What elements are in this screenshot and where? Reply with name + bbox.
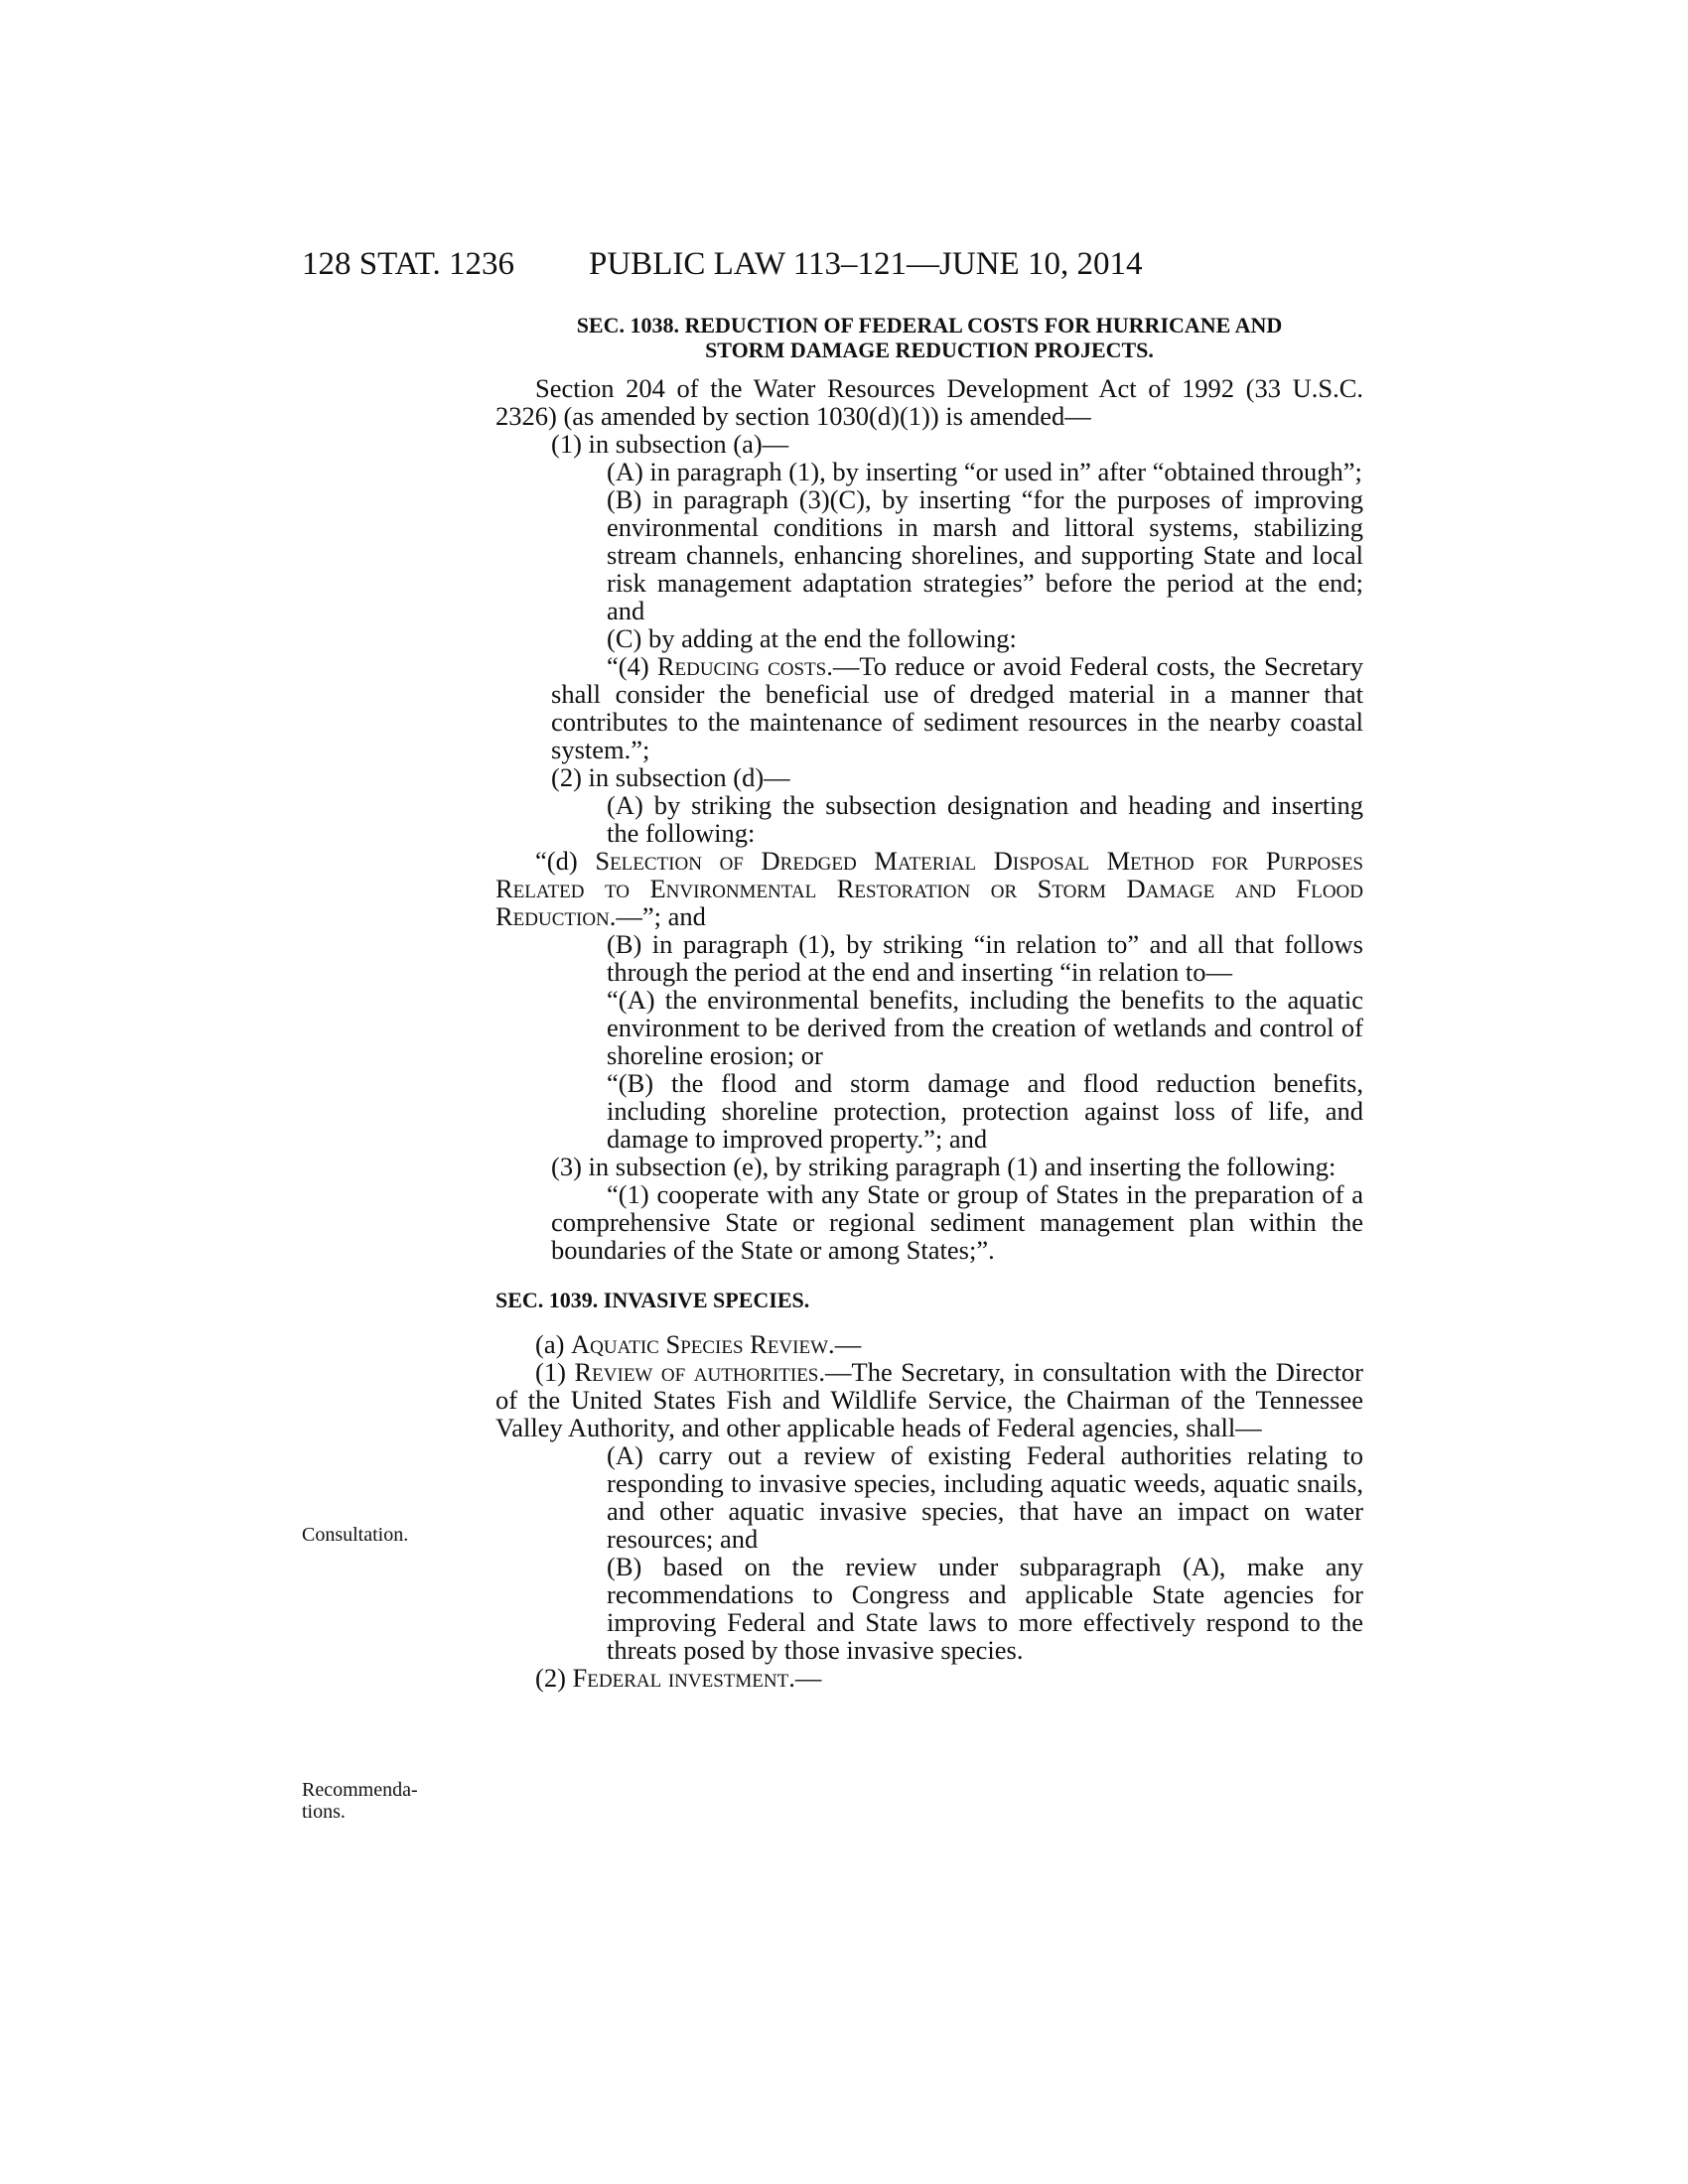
para-text: —The Secretary, in consultation with the Director of the United States Fish and Wildlife Service, the Chairman of the Tennessee Valley Authority, and other applicable heads of Federal agencies, shall— xyxy=(495,1357,1364,1442)
margin-note-consultation: Consultation. xyxy=(302,1524,409,1546)
paragraph-3: (3) in subsection (e), by striking paragraph (1) and inserting the following: xyxy=(551,1152,1336,1181)
paragraph-2B: (B) in paragraph (1), by striking “in relation to” and all that follows through the period at the end and inserting “in relation to— xyxy=(607,929,1363,987)
law-text-body xyxy=(495,313,1363,1692)
paragraph-a1A: (A) carry out a review of existing Federal authorities relating to responding to invasive species, including aquatic weeds, aquatic snails, and other aquatic invasive species, that have an impact on water resources; and xyxy=(607,1440,1363,1554)
margin-note-recommendations xyxy=(302,1779,451,1823)
para-caption: Federal investment. xyxy=(572,1663,795,1693)
para-lead: (1) xyxy=(535,1357,575,1387)
para-text: — xyxy=(834,1329,862,1359)
section-1039-heading: SEC. 1039. INVASIVE SPECIES. xyxy=(495,1288,810,1312)
para-lead: (a) xyxy=(535,1329,572,1359)
paragraph-a1-review xyxy=(495,1358,1363,1441)
paragraph-4-reducing-costs xyxy=(495,652,1363,763)
para-text: —To reduce or avoid Federal costs, the Secretary shall consider the beneficial use of dredged material in a manner that contributes to the maintenance of sediment resources in the nearby coastal system.”; xyxy=(551,651,1363,764)
paragraph-1B: (B) in paragraph (3)(C), by inserting “for the purposes of improving environmental conditions in marsh and littoral systems, stabilizing stream channels, enhancing shorelines, and supporting State and local risk management adaptation strategies” before the period at the end; and xyxy=(607,484,1363,625)
margin-note-line: Recommenda- xyxy=(302,1779,418,1801)
para-text: — xyxy=(794,1663,822,1693)
para-lead: “(d) xyxy=(535,846,596,876)
paragraph-2: (2) in subsection (d)— xyxy=(551,762,790,792)
margin-note-line: tions. xyxy=(302,1801,346,1823)
para-lead: (2) xyxy=(535,1663,573,1693)
para-caption: Aquatic Species Review. xyxy=(571,1329,835,1359)
page-title: PUBLIC LAW 113–121—JUNE 10, 2014 xyxy=(589,246,1143,282)
paragraph-2A: (A) by striking the subsection designation and heading and inserting the following: xyxy=(607,790,1363,848)
paragraph-a-aquatic xyxy=(495,1330,1363,1358)
heading-line: SEC. 1038. REDUCTION OF FEDERAL COSTS FOR HURRICANE AND xyxy=(576,313,1283,338)
quoted-paragraph-1: “(1) cooperate with any State or group of States in the preparation of a comprehensive State or regional sediment management plan within the boundaries of the State or among States;”. xyxy=(551,1179,1363,1265)
para-text: —”; and xyxy=(616,901,706,931)
paragraph-intro: Section 204 of the Water Resources Development Act of 1992 (33 U.S.C. 2326) (as amended by section 1030(d)(1)) is amended— xyxy=(495,373,1363,431)
para-caption: Review of authorities. xyxy=(574,1357,826,1387)
paragraph-1: (1) in subsection (a)— xyxy=(551,429,789,459)
paragraph-a1B: (B) based on the review under subparagraph (A), make any recommendations to Congress and applicable State agencies for improving Federal and State laws to more effectively respond to the threats posed by those invasive species. xyxy=(607,1552,1363,1665)
para-caption: Reducing costs. xyxy=(656,651,833,681)
para-lead: “(4) xyxy=(607,651,657,681)
quoted-paragraph-A: “(A) the environmental benefits, including the benefits to the aquatic environment to be derived from the creation of wetlands and control of shoreline erosion; or xyxy=(607,985,1363,1070)
para-caption: Selection of Dredged Material Disposal Method for Purposes Related to Environmental Restoration or Storm Damage and Flood Reduction. xyxy=(495,846,1363,931)
paragraph-d-selection xyxy=(495,847,1363,930)
stat-reference: 128 STAT. 1236 xyxy=(302,246,515,282)
section-1038-heading xyxy=(495,313,1363,362)
paragraph-a2-federal-investment xyxy=(495,1664,1363,1692)
heading-line: STORM DAMAGE REDUCTION PROJECTS. xyxy=(705,338,1154,362)
paragraph-1A: (A) in paragraph (1), by inserting “or used in” after “obtained through”; xyxy=(607,457,1362,486)
quoted-paragraph-B: “(B) the flood and storm damage and flood reduction benefits, including shoreline protection, protection against loss of life, and damage to improved property.”; and xyxy=(607,1068,1363,1154)
paragraph-1C: (C) by adding at the end the following: xyxy=(607,623,1017,653)
